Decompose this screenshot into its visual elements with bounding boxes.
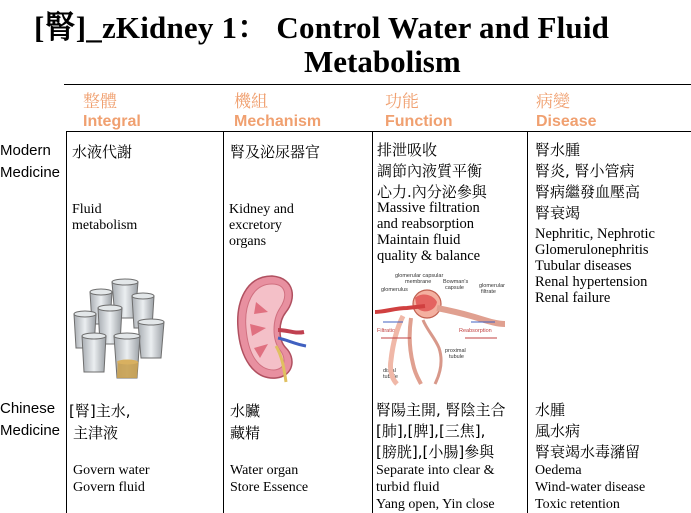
water-glasses-image	[72, 278, 172, 388]
zh-line: 腎病繼發血壓高	[535, 183, 641, 201]
header-integral-zh: 整體	[83, 92, 117, 112]
chinese-disease-zh	[535, 400, 640, 463]
header-mechanism	[234, 91, 321, 131]
header-integral	[83, 91, 141, 131]
column-divider-3	[372, 131, 373, 513]
chinese-function-zh	[376, 400, 506, 463]
column-divider-2	[223, 131, 224, 513]
en-line: excretory	[229, 218, 282, 233]
chinese-function-en	[376, 462, 495, 513]
en-line: Renal hypertension	[535, 274, 648, 290]
label-filtration: Filtration	[377, 328, 399, 334]
modern-mechanism-zh	[230, 141, 320, 163]
row-label-modern-2: Medicine	[0, 164, 61, 181]
label-bowman-2: capsule	[445, 285, 464, 291]
kidney-image	[232, 272, 312, 384]
chinese-integral-en	[73, 462, 150, 496]
header-mechanism-zh: 機組	[234, 92, 268, 112]
zh-line: 腎水腫	[535, 141, 581, 159]
header-row-rule	[66, 131, 691, 132]
en-line: Fluid	[72, 202, 102, 217]
page-title-line1: [腎]_zKidney 1： Control Water and Fluid	[34, 10, 610, 45]
zh-line: 心力.內分泌參與	[377, 183, 487, 201]
header-function	[385, 91, 453, 131]
en-line: Oedema	[535, 463, 582, 478]
label-filtrate: glomerular	[479, 283, 505, 289]
en-line: Govern fluid	[73, 480, 145, 495]
nephron-diagram	[375, 268, 525, 386]
header-disease	[536, 91, 597, 131]
header-mechanism-en: Mechanism	[234, 113, 322, 130]
label-distal-2: tubule	[383, 374, 398, 380]
zh-line: 腎衰竭	[535, 204, 581, 222]
label-proximal-2: tubule	[449, 354, 464, 360]
en-line: Massive filtration	[377, 200, 480, 216]
zh-line: 風水病	[535, 422, 581, 440]
zh-line: 腎陽主開, 腎陰主合	[376, 401, 506, 419]
header-disease-en: Disease	[536, 113, 597, 130]
column-divider-1	[66, 131, 67, 513]
en-line: organs	[229, 234, 267, 249]
en-line: metabolism	[72, 218, 138, 233]
modern-disease-en	[535, 226, 655, 306]
row-label-modern-1: Modern	[0, 142, 51, 159]
modern-integral-zh	[72, 141, 132, 163]
row-label-chinese	[0, 398, 60, 442]
en-line: Renal failure	[535, 290, 611, 306]
en-line: Yang open, Yin close	[376, 497, 495, 512]
en-line: Separate into clear &	[376, 463, 495, 478]
row-label-chinese-1: Chinese	[0, 400, 56, 417]
zh-line: [腎]主水,	[69, 402, 131, 420]
en-line: Maintain fluid	[377, 232, 461, 248]
label-reabsorption: Reabsorption	[459, 328, 492, 334]
en-line: Nephritic, Nephrotic	[535, 226, 655, 242]
row-label-modern	[0, 140, 60, 184]
header-function-zh: 功能	[385, 92, 419, 112]
header-function-en: Function	[385, 113, 453, 130]
zh-line: 腎衰竭水毒瀦留	[535, 443, 641, 461]
zh-line: 腎及泌尿器官	[230, 143, 321, 161]
zh-line: 水腫	[535, 401, 566, 419]
en-line: Water organ	[230, 463, 299, 478]
modern-mechanism-en	[229, 202, 294, 250]
zh-line: 排泄吸收	[377, 141, 438, 159]
chinese-mechanism-zh	[230, 400, 260, 444]
en-line: Toxic retention	[535, 497, 620, 512]
zh-line: 主津液	[73, 424, 119, 442]
header-integral-en: Integral	[83, 113, 141, 130]
chinese-integral-zh	[69, 400, 130, 444]
page-title-line2: Metabolism	[304, 44, 461, 79]
en-line: and reabsorption	[377, 216, 475, 232]
en-line: Wind-water disease	[535, 480, 646, 495]
zh-line: 藏精	[230, 424, 261, 442]
row-label-chinese-2: Medicine	[0, 422, 61, 439]
label-capsular-membrane: glomerular capsular	[395, 273, 444, 279]
label-capsular-membrane-2: membrane	[405, 279, 432, 285]
zh-line: [肺],[脾],[三焦],	[376, 422, 486, 440]
zh-line: 水液代謝	[72, 143, 133, 161]
en-line: Store Essence	[230, 480, 309, 495]
modern-function-zh	[377, 140, 487, 203]
chinese-mechanism-en	[230, 462, 308, 496]
modern-disease-zh	[535, 140, 640, 224]
label-filtrate-2: filtrate	[481, 289, 496, 295]
en-line: Kidney and	[229, 202, 294, 217]
label-bowman: Bowman's	[443, 279, 469, 285]
zh-line: [膀胱],[小腸]參與	[376, 443, 495, 461]
en-line: Govern water	[73, 463, 150, 478]
chinese-disease-en	[535, 462, 645, 513]
title-rule	[64, 84, 691, 85]
zh-line: 腎炎, 腎小管病	[535, 162, 635, 180]
label-distal: distal	[383, 368, 396, 374]
label-proximal: proximal	[445, 348, 466, 354]
column-divider-4	[527, 131, 528, 513]
header-disease-zh: 病變	[536, 92, 570, 112]
en-line: turbid fluid	[376, 480, 440, 495]
en-line: quality & balance	[377, 248, 481, 264]
modern-integral-en	[72, 202, 137, 234]
label-glomerulus: glomerulus	[381, 287, 408, 293]
zh-line: 調節內液質平衡	[377, 162, 483, 180]
en-line: Glomerulonephritis	[535, 242, 649, 258]
zh-line: 水臟	[230, 402, 261, 420]
en-line: Tubular diseases	[535, 258, 632, 274]
modern-function-en	[377, 200, 480, 264]
